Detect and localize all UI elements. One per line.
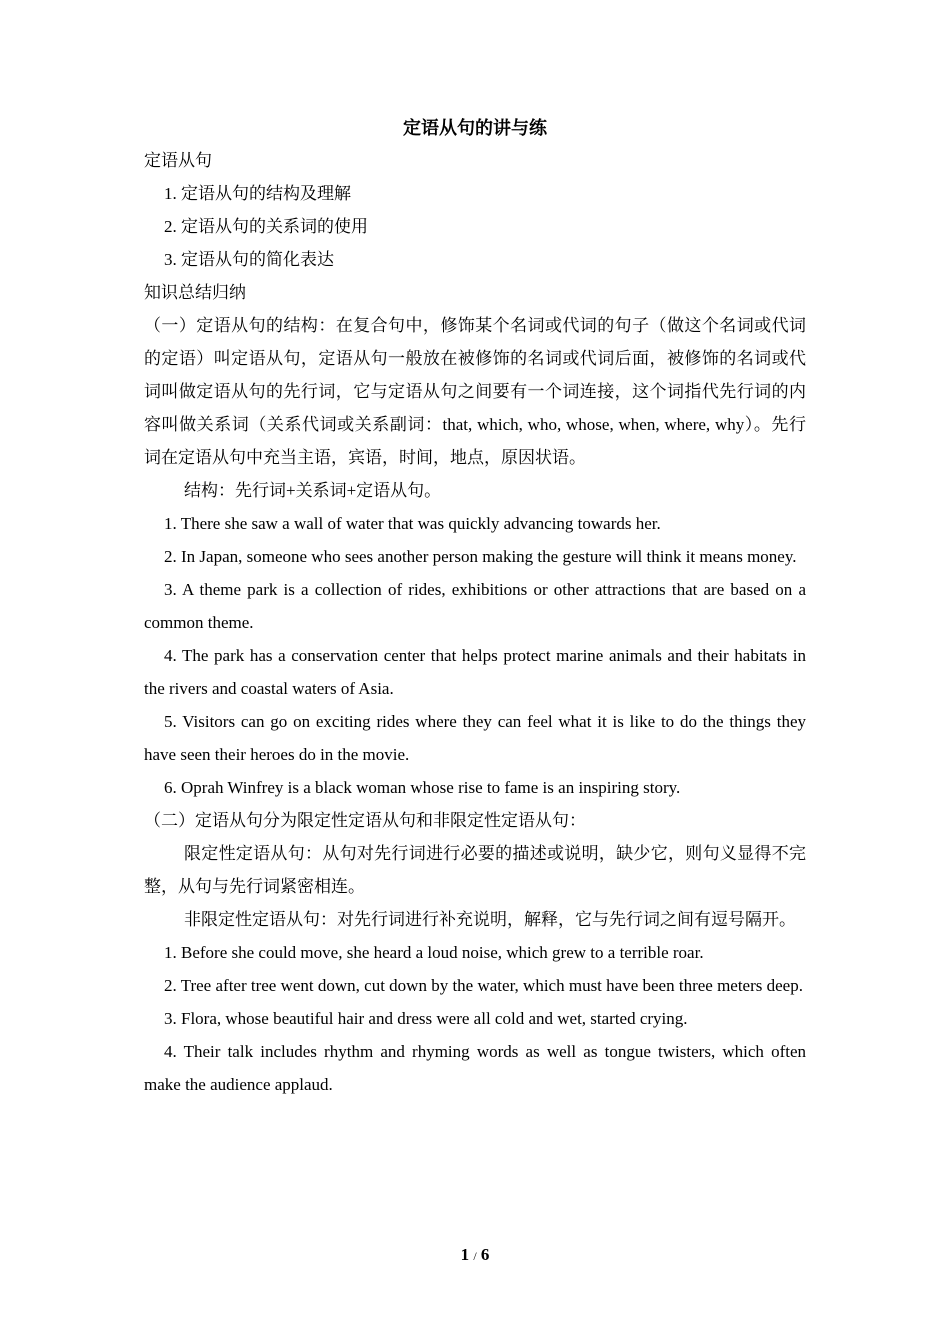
example-sentence: 1. There she saw a wall of water that was quickly advancing towards her.: [164, 514, 661, 533]
example-sentence: 4. Their talk includes rhythm and rhyming words as well as tongue twisters, which often make the audience applaud.: [144, 1042, 806, 1094]
document-body: [144, 144, 806, 1101]
section1-definition: （一）定语从句的结构：在复合句中，修饰某个名词或代词的句子（做这个名词或代词的定语）叫定语从句，定语从句一般放在被修饰的名词或代词后面，被修饰的名词或代词叫做定语从句的先行词，它与定语从句之间要有一个词连接，这个词指代先行词的内容叫做关系词（关系代词或关系副词：that, which, who, whose, when, where, why）。先行词在定语从句中充当主语，宾语，时间，地点，原因状语。: [144, 316, 806, 467]
example-sentence: 6. Oprah Winfrey is a black woman whose rise to fame is an inspiring story.: [164, 778, 681, 797]
example-sentence: 4. The park has a conservation center that helps protect marine animals and their habitats in the rivers and coastal waters of Asia.: [144, 646, 806, 698]
section2-heading: （二）定语从句分为限定性定语从句和非限定性定语从句：: [144, 811, 586, 830]
outline-item: 3. 定语从句的简化表达: [164, 250, 334, 269]
page-separator: /: [473, 1249, 477, 1263]
section1-structure: 结构：先行词+关系词+定语从句。: [184, 481, 442, 500]
outline-item: 2. 定语从句的关系词的使用: [164, 217, 368, 236]
outline-item: 1. 定语从句的结构及理解: [164, 184, 351, 203]
summary-heading: 知识总结归纳: [144, 283, 246, 302]
example-sentence: 2. In Japan, someone who sees another person making the gesture will think it means money.: [164, 547, 797, 566]
restrictive-definition: 限定性定语从句：从句对先行词进行必要的描述或说明，缺少它，则句义显得不完整，从句与先行词紧密相连。: [144, 844, 806, 896]
page-title: 定语从句的讲与练: [403, 118, 547, 138]
example-sentence: 2. Tree after tree went down, cut down by the water, which must have been three meters deep.: [164, 976, 803, 995]
page-current: 1: [460, 1245, 470, 1264]
nonrestrictive-definition: 非限定性定语从句：对先行词进行补充说明，解释，它与先行词之间有逗号隔开。: [184, 910, 796, 929]
example-sentence: 5. Visitors can go on exciting rides where they can feel what it is like to do the things they have seen their heroes do in the movie.: [144, 712, 806, 764]
example-sentence: 3. A theme park is a collection of rides, exhibitions or other attractions that are based on a common theme.: [144, 580, 806, 632]
example-sentence: 1. Before she could move, she heard a loud noise, which grew to a terrible roar.: [164, 943, 704, 962]
page-total: 6: [480, 1245, 490, 1264]
outline-heading: 定语从句: [144, 151, 212, 170]
example-sentence: 3. Flora, whose beautiful hair and dress were all cold and wet, started crying.: [164, 1009, 688, 1028]
page-number: [0, 1243, 950, 1268]
